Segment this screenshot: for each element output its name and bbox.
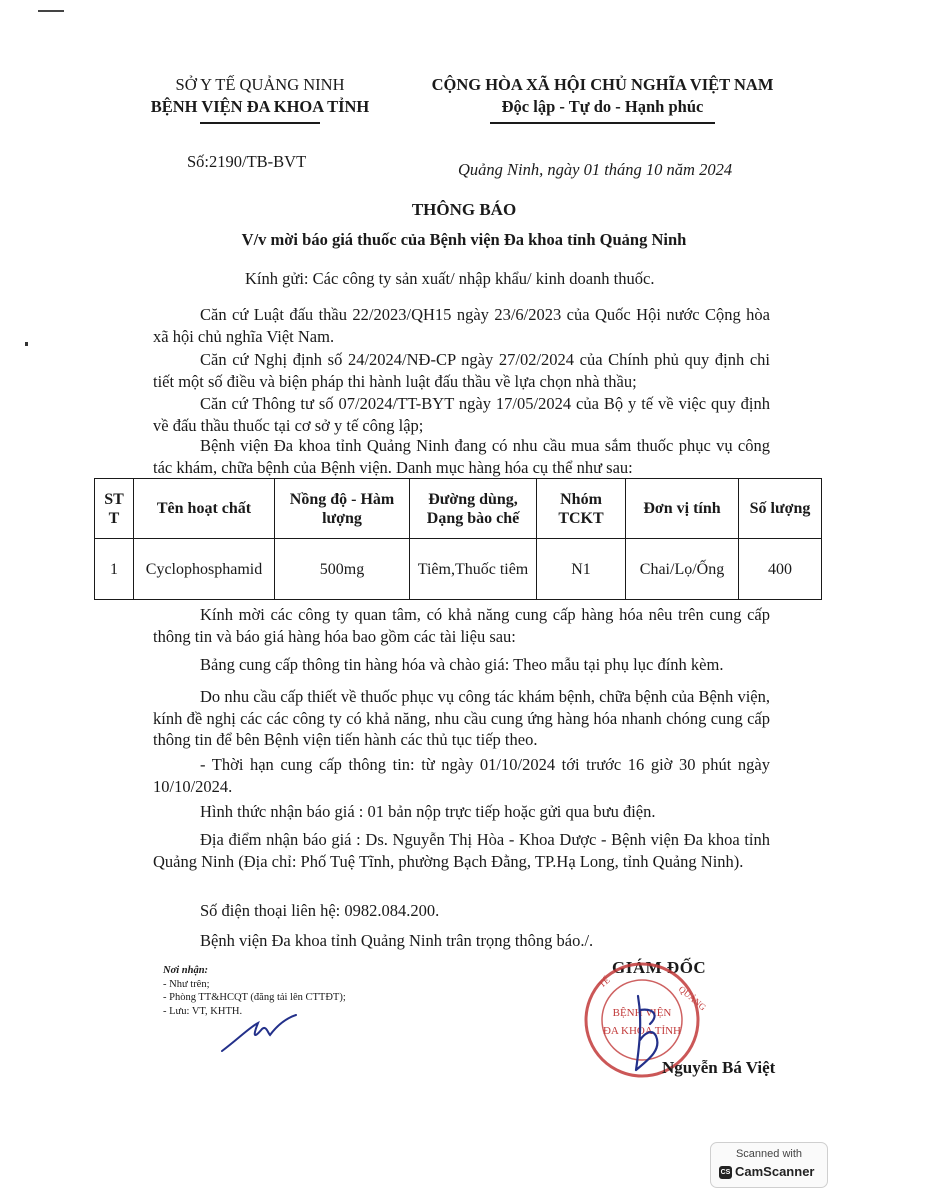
body-paragraph: Bệnh viện Đa khoa tỉnh Quảng Ninh trân trọng thông báo./. [200, 931, 594, 950]
recipient-item: - Phòng TT&HCQT (đăng tải lên CTTĐT); [163, 992, 346, 1003]
cell-unit: Chai/Lọ/Ống [626, 539, 739, 600]
col-stt: ST T [95, 479, 134, 539]
header-right-rule [490, 122, 715, 124]
svg-text:QUẢNG: QUẢNG [676, 983, 709, 1013]
table-row [95, 539, 822, 600]
watermark-line2: CamScanner [735, 1164, 815, 1179]
body-paragraph: Hình thức nhận báo giá : 01 bản nộp trực tiếp hoặc gửi qua bưu điện. [200, 802, 656, 821]
body-paragraph: - Thời hạn cung cấp thông tin: từ ngày 01/10/2024 tới trước 16 giờ 30 phút ngày 10/10/2024. [153, 755, 770, 796]
intro-paragraph: Căn cứ Nghị định số 24/2024/NĐ-CP ngày 27/02/2024 của Chính phủ quy định chi tiết một số điều và biện pháp thi hành luật đấu thầu về lựa chọn nhà thầu; [153, 350, 770, 391]
svg-text:TẾ: TẾ [596, 974, 612, 990]
country-name: CỘNG HÒA XÃ HỘI CHỦ NGHĨA VIỆT NAM [431, 75, 774, 94]
initials-signature-icon [218, 1005, 308, 1055]
header-left-rule [200, 122, 320, 124]
body-paragraph: Bảng cung cấp thông tin hàng hóa và chào giá: Theo mẫu tại phụ lục đính kèm. [200, 655, 724, 674]
body-paragraph: Kính mời các công ty quan tâm, có khả năng cung cấp hàng hóa nêu trên cung cấp thông tin và báo giá hàng hóa bao gồm các tài liệu sau: [153, 605, 770, 646]
intro-paragraph: Căn cứ Luật đấu thầu 22/2023/QH15 ngày 23/6/2023 của Quốc Hội nước Cộng hòa xã hội chủ nghĩa Việt Nam. [153, 305, 770, 346]
watermark-line1: Scanned with [735, 1148, 803, 1160]
document-subject: V/v mời báo giá thuốc của Bệnh viện Đa khoa tỉnh Quảng Ninh [241, 230, 687, 249]
col-unit: Đơn vị tính [626, 479, 739, 539]
recipient-item: - Lưu: VT, KHTH. [163, 1005, 243, 1017]
scanner-watermark [710, 1142, 828, 1188]
document-number: Số:2190/TB-BVT [187, 152, 307, 171]
national-motto: Độc lập - Tự do - Hạnh phúc [501, 97, 704, 116]
document-title: THÔNG BÁO [411, 200, 517, 219]
table-header-row [95, 479, 822, 539]
cell-concentration: 500mg [275, 539, 410, 600]
col-tckt-group: Nhóm TCKT [537, 479, 626, 539]
cell-tckt-group: N1 [537, 539, 626, 600]
header-right [405, 74, 800, 118]
margin-speck [25, 342, 28, 346]
goods-table [94, 478, 822, 600]
hospital-name: BỆNH VIỆN ĐA KHOA TỈNH [150, 97, 370, 116]
intro-paragraph: Bệnh viện Đa khoa tỉnh Quảng Ninh đang có nhu cầu mua sắm thuốc phục vụ công tác khám, chữa bệnh của Bệnh viện. Danh mục hàng hóa cụ thể như sau: [153, 436, 770, 477]
header-left [110, 74, 410, 118]
recipients-heading: Nơi nhận: [163, 965, 209, 976]
signatory-name: Nguyễn Bá Việt [662, 1058, 776, 1077]
col-quantity: Số lượng [739, 479, 822, 539]
cell-route-form: Tiêm,Thuốc tiêm [410, 539, 537, 600]
col-route-form: Đường dùng, Dạng bào chế [410, 479, 537, 539]
greeting: Kính gửi: Các công ty sản xuất/ nhập khẩu/ kinh doanh thuốc. [245, 269, 655, 288]
body-paragraph: Do nhu cầu cấp thiết về thuốc phục vụ công tác khám bệnh, chữa bệnh của Bệnh viện, kính đề nghị các các công ty có khả năng, nhu cầu cung ứng hàng hóa nhanh chóng cung cấp thông tin để bên Bệnh viện tiến hành các thủ tục tiếp theo. [153, 687, 770, 749]
cell-stt: 1 [95, 539, 134, 600]
cell-quantity: 400 [739, 539, 822, 600]
body-paragraph: Số điện thoại liên hệ: 0982.084.200. [200, 901, 440, 920]
intro-paragraph: Căn cứ Thông tư số 07/2024/TT-BYT ngày 17/05/2024 của Bộ y tế về việc quy định về đấu thầu thuốc tại cơ sở y tế công lập; [153, 394, 770, 435]
cell-active-ingredient: Cyclophosphamid [134, 539, 275, 600]
signature-role: GIÁM ĐỐC [612, 958, 707, 977]
recipient-item: - Như trên; [163, 978, 210, 990]
scan-mark [38, 10, 64, 12]
col-concentration: Nồng độ - Hàm lượng [275, 479, 410, 539]
col-active-ingredient: Tên hoạt chất [134, 479, 275, 539]
stamp-text-line1: BỆNH VIỆN [612, 1007, 672, 1019]
camscanner-logo-icon: CS [719, 1166, 732, 1179]
stamp-text-line2: ĐA KHOA TỈNH [602, 1025, 682, 1037]
place-date: Quảng Ninh, ngày 01 tháng 10 năm 2024 [458, 160, 733, 179]
dept-name: SỞ Y TẾ QUẢNG NINH [175, 75, 345, 94]
body-paragraph: Địa điểm nhận báo giá : Ds. Nguyễn Thị Hòa - Khoa Dược - Bệnh viện Đa khoa tỉnh Quảng Ninh (Địa chỉ: Phố Tuệ Tĩnh, phường Bạch Đằng, TP.Hạ Long, tỉnh Quảng Ninh). [153, 830, 770, 871]
